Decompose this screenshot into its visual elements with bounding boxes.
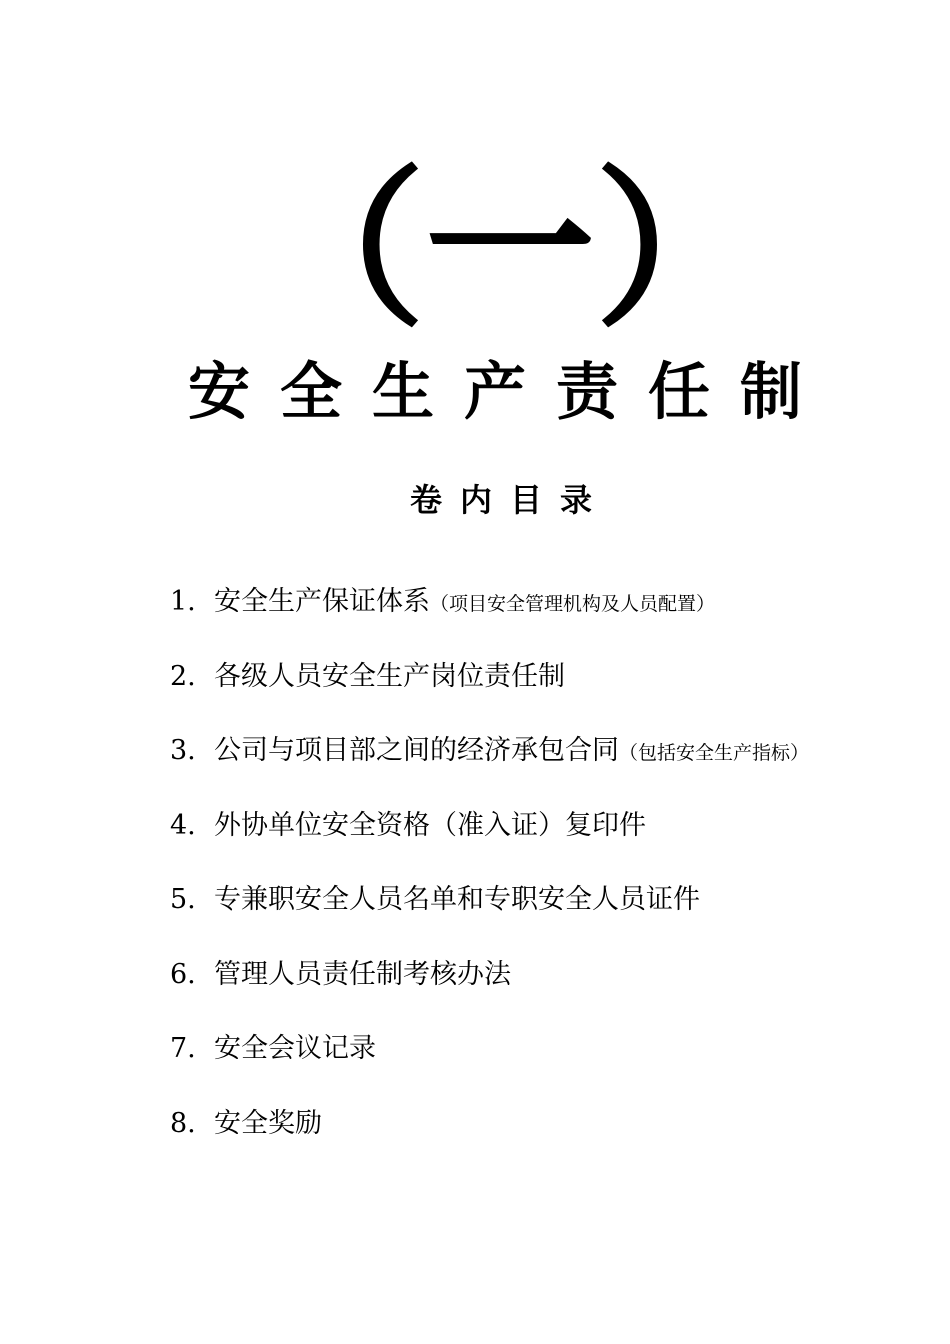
toc-item-number: 8.	[170, 1107, 196, 1139]
toc-item	[170, 1027, 930, 1102]
volume-number: （一）	[254, 150, 765, 350]
toc-item-text: 各级人员安全生产岗位责任制	[214, 660, 565, 692]
toc-item	[170, 804, 930, 879]
toc-heading: 卷内目录	[409, 481, 610, 519]
toc-item-number: 5.	[170, 884, 196, 915]
toc-item-number: 6.	[170, 958, 196, 990]
toc-item-number: 2.	[170, 660, 196, 692]
toc-item-number: 1.	[170, 586, 196, 617]
table-of-contents	[170, 580, 930, 1176]
document-title: 安全生产责任制	[187, 355, 832, 428]
toc-item-number: 3.	[170, 735, 196, 766]
toc-item	[170, 1102, 930, 1177]
toc-item-text: 专兼职安全人员名单和专职安全人员证件	[214, 884, 700, 915]
toc-item-number: 4.	[170, 809, 196, 841]
toc-item	[170, 878, 930, 953]
toc-item	[170, 655, 930, 730]
toc-item	[170, 729, 930, 804]
toc-item-text: 公司与项目部之间的经济承包合同	[214, 735, 619, 766]
toc-item-text: 安全生产保证体系	[214, 586, 430, 617]
toc-item-text: 管理人员责任制考核办法	[214, 958, 511, 990]
toc-item	[170, 953, 930, 1028]
toc-item-text: 外协单位安全资格（准入证）复印件	[214, 809, 646, 841]
toc-item-number: 7.	[170, 1033, 196, 1064]
toc-item-text: 安全奖励	[214, 1107, 322, 1139]
toc-item-note: （项目安全管理机构及人员配置）	[430, 593, 716, 615]
toc-item-note: （包括安全生产指标）	[619, 742, 810, 764]
toc-item	[170, 580, 930, 655]
toc-item-text: 安全会议记录	[214, 1033, 376, 1064]
